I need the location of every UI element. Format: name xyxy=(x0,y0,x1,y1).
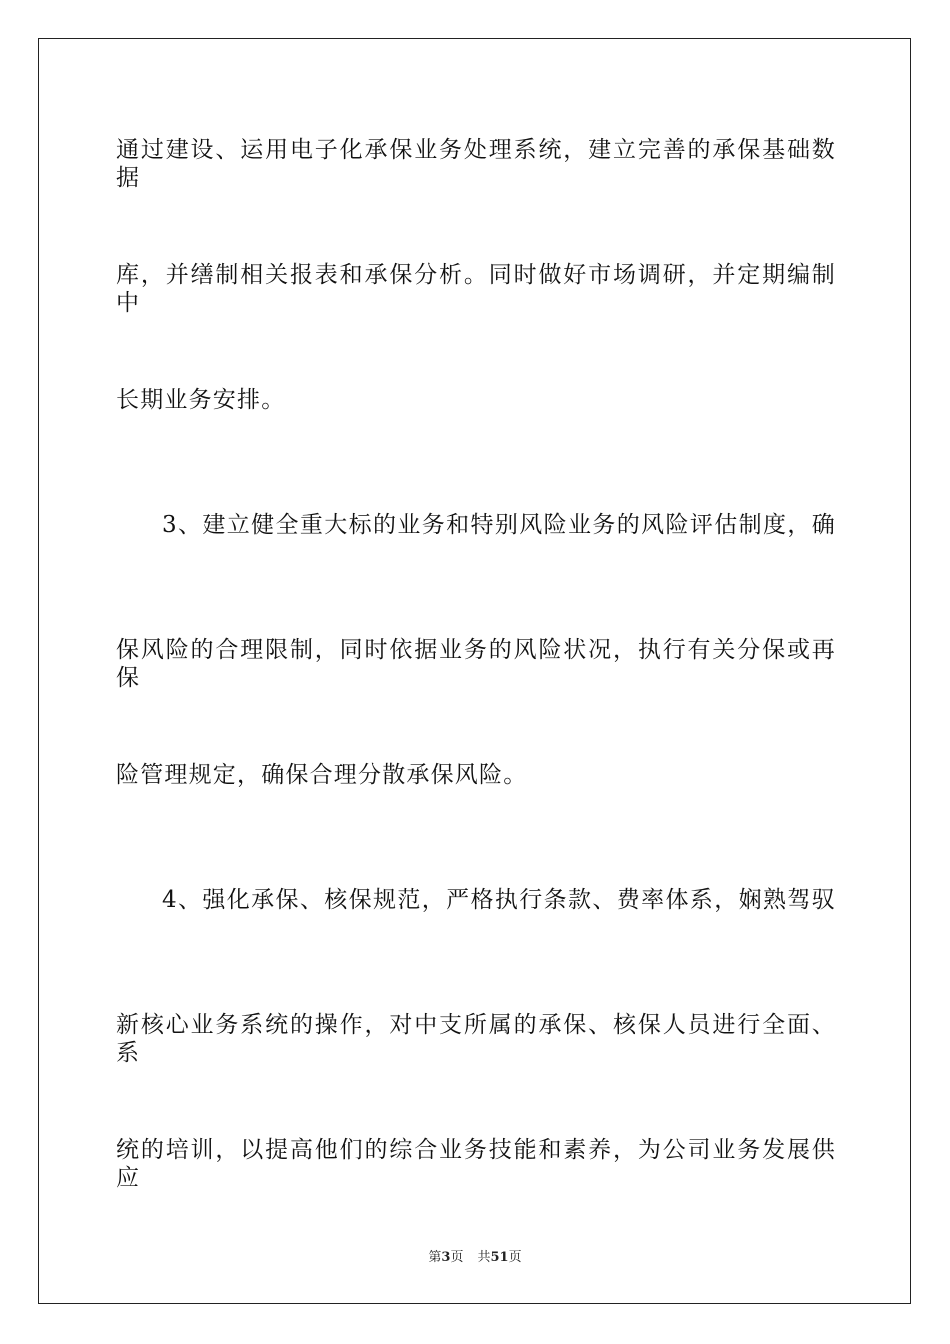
page-border xyxy=(38,38,911,1304)
body-text-line: 新核心业务系统的操作，对中支所属的承保、核保人员进行全面、系 xyxy=(116,1012,836,1066)
total-pages: 51 xyxy=(490,1250,509,1265)
body-text-line: 库，并缮制相关报表和承保分析。同时做好市场调研，并定期编制中 xyxy=(116,262,836,316)
page-footer xyxy=(0,1250,950,1266)
body-text-line: 通过建设、运用电子化承保业务处理系统，建立完善的承保基础数据 xyxy=(116,137,836,191)
page-number: 3 xyxy=(441,1250,451,1265)
body-text-line: 保风险的合理限制，同时依据业务的风险状况，执行有关分保或再保 xyxy=(116,637,836,691)
body-text-line: 险管理规定，确保合理分散承保风险。 xyxy=(116,762,528,788)
page-suffix: 页 xyxy=(450,1250,464,1265)
total-prefix: 共 xyxy=(477,1250,491,1265)
body-text-line: 3、建立健全重大标的业务和特别风险业务的风险评估制度，确 xyxy=(162,512,836,538)
body-text-line: 统的培训，以提高他们的综合业务技能和素养，为公司业务发展供应 xyxy=(116,1137,836,1191)
body-text-line: 4、强化承保、核保规范，严格执行条款、费率体系，娴熟驾驭 xyxy=(162,887,836,913)
page-prefix: 第 xyxy=(428,1250,442,1265)
total-suffix: 页 xyxy=(508,1250,522,1265)
body-text-line: 长期业务安排。 xyxy=(116,387,286,413)
